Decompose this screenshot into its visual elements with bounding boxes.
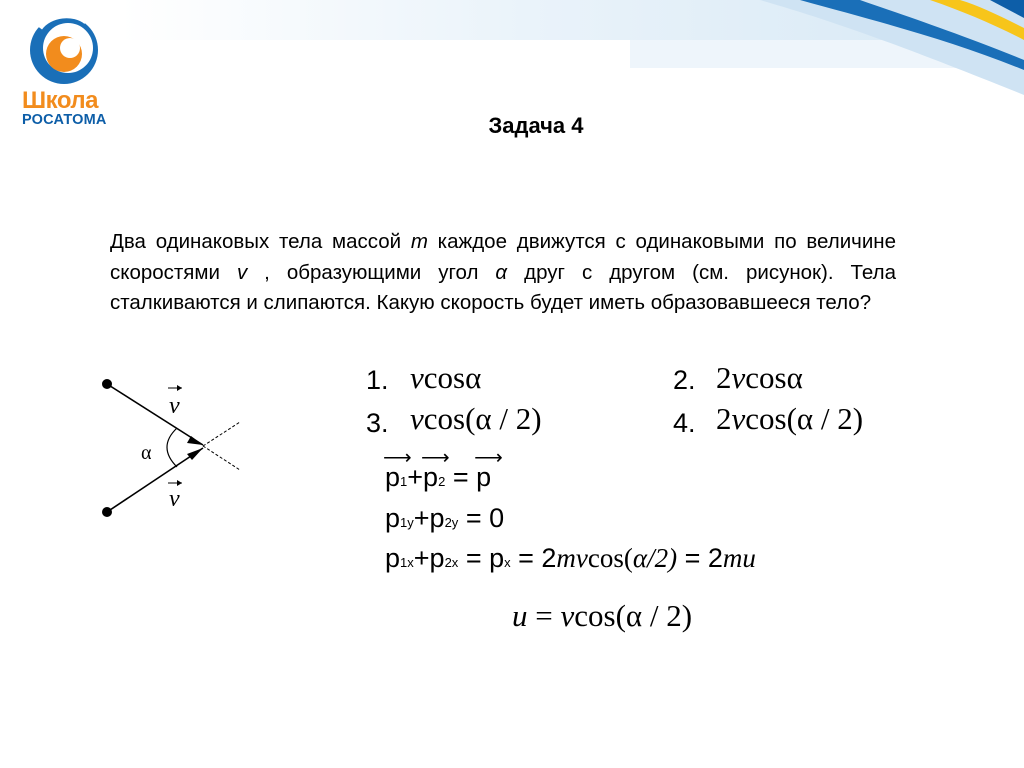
vector-arrow-icon: ⟶ [421,447,450,469]
final-answer-formula: u = vcos(α / 2) [512,598,693,633]
answer-3-formula: vcos(α / 2) [410,401,542,436]
answer-4-number: 4. [673,408,696,438]
problem-statement: Два одинаковых тела массой m каждое движутся с одинаковыми по величине скоростями v , образующими угол α друг с другом (см. рисунок). Тела сталкиваются и слипаются. Какую скорость будет иметь образовавшееся тело? [110,230,897,314]
mass-symbol: m [410,230,428,253]
answer-2-formula: 2vcosα [716,360,803,395]
answer-4-formula: 2vcos(α / 2) [716,401,864,436]
answer-2-number: 2. [673,365,696,395]
answer-1-number: 1. [366,365,389,395]
vector-arrow-icon: ⟶ [474,447,503,469]
solution-x-projection: p1x+p2x = px = 2mvcos(α/2) = 2mu [385,543,756,573]
rosatom-school-logo-icon [24,8,104,88]
logo-line1: Школа [22,87,98,114]
solution-y-projection: p1y+p2y = 0 [385,503,505,533]
page-title: Задача 4 [488,113,584,138]
answer-1-formula: vcosα [410,360,482,395]
solution-momentum-vector-sum: ⟶ p1+ ⟶ p2 = ⟶ p [383,447,503,492]
velocity-label-bottom: v [169,486,180,512]
collision-diagram [95,370,255,530]
velocity-symbol: v [236,260,248,284]
velocity-label-top: v [169,393,180,419]
angle-label: α [141,442,152,464]
logo-line2: РОСАТОМА [22,112,107,128]
answer-3-number: 3. [366,408,389,438]
vector-arrow-icon: ⟶ [383,447,412,469]
angle-symbol: α [495,260,508,284]
